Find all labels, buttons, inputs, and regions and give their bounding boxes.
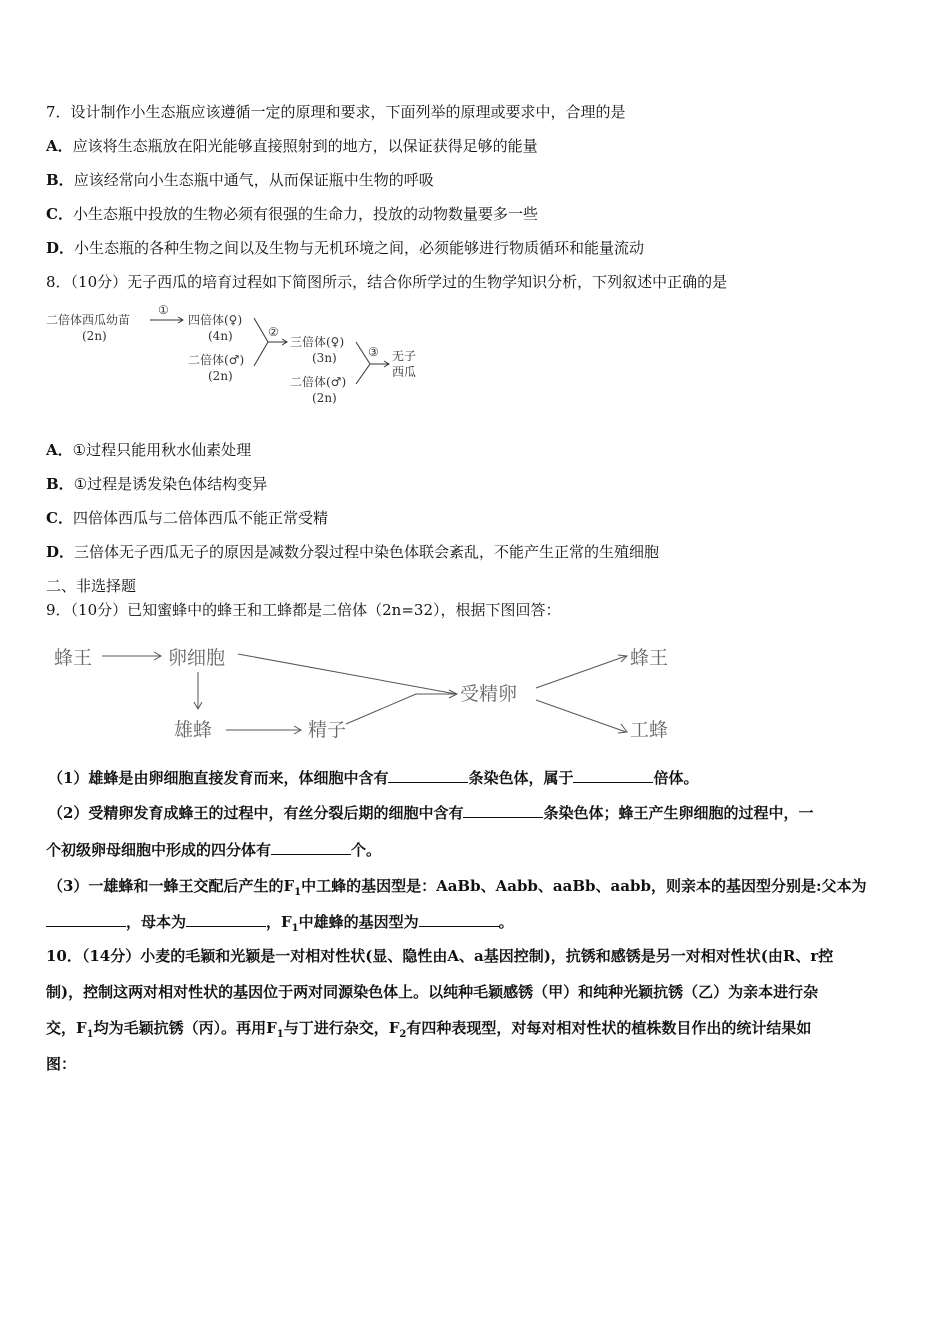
zygote-label: 受精卵 [460,683,518,705]
section-title: 二、非选择题 [46,577,137,595]
q8-option-d[interactable]: D．三倍体无子西瓜无子的原因是减数分裂过程中染色体联会紊乱，不能产生正常的生殖细胞 [46,543,660,561]
arrow-zygote-queen [536,656,626,688]
q9-blank-6[interactable] [186,912,266,927]
q9-blank-3[interactable] [463,803,543,818]
arrow-sperm-zygote [346,694,416,724]
arrow-zygote-worker [536,700,626,732]
worker-out-label: 工蜂 [630,719,669,741]
seedling-ploidy: (2n) [82,329,107,343]
q10-line-3: 交，$F_1$均为毛颖抗锈（丙）。再用$F_1$与丁进行杂交，$F_2$有四种表现型，对每对相对性状的植株数目作出的统计结果如 [46,1019,812,1040]
step-2-label: ② [268,325,279,339]
cross-bracket-1 [254,318,268,366]
egg-label: 卵细胞 [168,647,226,669]
seedling-label: 二倍体西瓜幼苗 [46,313,131,327]
q10-line-4: 图： [46,1055,77,1073]
triploid-label: 三倍体(♀) [290,335,345,349]
diploid-male2-ploidy: (2n) [312,391,337,405]
q10-line-2: 制)，控制这两对相对性状的基因位于两对同源染色体上。以纯种毛颖感锈（甲）和纯种光颖抗锈（乙）为亲本进行杂 [46,983,819,1001]
diploid-male2-label: 二倍体(♂) [290,375,347,389]
diploid-male-label: 二倍体(♂) [188,353,245,367]
q7-option-b[interactable]: B．应该经常向小生态瓶中通气，从而保证瓶中生物的呼吸 [46,171,434,189]
triploid-ploidy: (3n) [312,351,337,365]
step-1-label: ① [158,303,169,317]
q9-part-2-line-2: 个初级卵母细胞中形成的四分体有 个。 [46,841,382,859]
sperm-label: 精子 [308,719,347,741]
q7-option-a[interactable]: A．应该将生态瓶放在阳光能够直接照射到的地方，以保证获得足够的能量 [46,137,538,155]
q8-option-c[interactable]: C．四倍体西瓜与二倍体西瓜不能正常受精 [46,509,328,527]
q9-stem: 9．（10分）已知蜜蜂中的蜂王和工蜂都是二倍体（2n=32），根据下图回答： [46,601,561,619]
watermelon-breeding-diagram [46,302,446,414]
result-line-2: 西瓜 [392,365,417,379]
q8-option-b[interactable]: B．①过程是诱发染色体结构变异 [46,475,268,493]
q9-part-3-line-2: ，母本为 ，$F_1$中雄蜂的基因型为 。 [46,912,514,939]
drone-label: 雄蜂 [174,719,213,741]
diploid-male-ploidy: (2n) [208,369,233,383]
arrow-egg-zygote [238,654,456,694]
q9-part-1: （1）雄蜂是由卵细胞直接发育而来，体细胞中含有 条染色体，属于 倍体。 [48,769,699,787]
q9-blank-7[interactable] [419,912,499,927]
q7-option-d[interactable]: D．小生态瓶的各种生物之间以及生物与无机环境之间，必须能够进行物质循环和能量流动 [46,239,645,257]
q9-blank-2[interactable] [573,768,653,783]
queen-label: 蜂王 [54,647,93,669]
q7-option-c[interactable]: C．小生态瓶中投放的生物必须有很强的生命力，投放的动物数量要多一些 [46,205,538,223]
tetraploid-label: 四倍体(♀) [188,313,243,327]
q9-blank-4[interactable] [271,840,351,855]
q8-stem: 8．（10分）无子西瓜的培育过程如下简图所示，结合你所学过的生物学知识分析，下列叙述中正确的是 [46,273,728,291]
q9-blank-5[interactable] [46,912,126,927]
q9-blank-1[interactable] [388,768,468,783]
queen-out-label: 蜂王 [630,647,669,669]
q8-option-a[interactable]: A．①过程只能用秋水仙素处理 [46,441,252,459]
step-3-label: ③ [368,345,379,359]
q10-line-1: 10．（14分）小麦的毛颖和光颖是一对相对性状(显、隐性由A、a基因控制)，抗锈和感锈是另一对相对性状(由R、r控 [46,947,834,965]
result-line-1: 无子 [392,349,417,363]
q9-part-3-line-1: （3）一雄蜂和一蜂王交配后产生的$F_1$中工蜂的基因型是：AaBb、Aabb、aaBb、aabb，则亲本的基因型分别是:父本为 [48,877,867,898]
tetraploid-ploidy: (4n) [208,329,233,343]
q7-stem: 7．设计制作小生态瓶应该遵循一定的原理和要求，下面列举的原理或要求中，合理的是 [46,103,626,121]
q9-part-2-line-1: （2）受精卵发育成蜂王的过程中，有丝分裂后期的细胞中含有 条染色体；蜂王产生卵细胞的过程中，一 [48,804,814,822]
bee-reproduction-diagram [46,636,686,752]
